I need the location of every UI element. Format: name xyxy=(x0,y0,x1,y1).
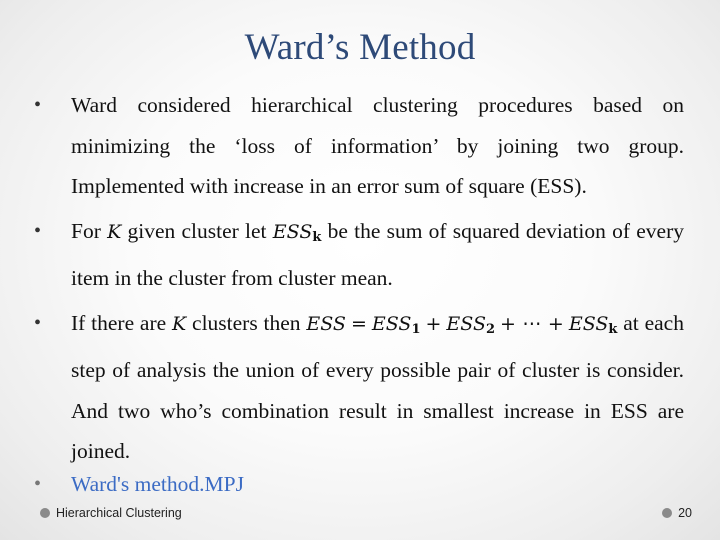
math-subscript: k xyxy=(312,229,322,245)
footer-section-label xyxy=(40,506,182,520)
formula-lhs: ESS xyxy=(306,312,346,335)
bullet-link xyxy=(34,467,720,501)
footer-section-text: Hierarchical Clustering xyxy=(56,506,182,520)
math-ess: ESS xyxy=(272,220,313,243)
footer-dot-icon xyxy=(40,508,50,518)
formula-equals: = xyxy=(350,312,367,335)
slide-title: Ward’s Method xyxy=(244,27,476,68)
bullet-text-pre: If there are xyxy=(71,310,172,335)
bullet-ward-definition xyxy=(34,85,684,207)
bullet-marker: • xyxy=(34,311,42,334)
math-ess-k xyxy=(273,221,322,243)
bullet-ess-k-definition xyxy=(34,211,684,299)
formula-sub-2: 2 xyxy=(485,321,496,337)
page-number: 20 xyxy=(678,506,692,520)
bullet-text-mid: clusters then xyxy=(186,310,307,335)
footer-dot-icon xyxy=(662,508,672,518)
formula-sub-k: k xyxy=(608,321,618,337)
bullet-text: Ward considered hierarchical clustering procedures based on minimizing the ‘loss of information’ by joining two group. Implemented with increase in an error sum of square (ESS). xyxy=(71,93,684,198)
bullet-marker: • xyxy=(34,94,42,116)
math-k: K xyxy=(107,220,122,243)
ess-formula xyxy=(306,313,617,335)
bullet-text-pre: For xyxy=(71,218,108,243)
math-k: K xyxy=(172,312,187,335)
footer-page-number xyxy=(662,506,692,520)
bullet-list xyxy=(34,85,684,476)
bullet-text-post: at each step of analysis the union of every possible pair of cluster is consider. And two who’s combination result in smallest increase in ESS are joined. xyxy=(71,310,684,463)
bullet-ess-total xyxy=(34,303,684,472)
formula-plus: + xyxy=(425,312,442,335)
wards-method-file-link[interactable]: Ward's method.MPJ xyxy=(71,472,244,496)
bullet-text-mid: given cluster let xyxy=(121,218,273,243)
bullet-marker: • xyxy=(34,473,42,495)
formula-ellipsis: + ⋯ + xyxy=(500,312,564,335)
formula-term-k: ESS xyxy=(568,312,609,335)
formula-term-2: ESS xyxy=(446,312,486,335)
bullet-text-post: be the sum of squared deviation of every item in the cluster from cluster mean. xyxy=(71,218,684,290)
bullet-marker: • xyxy=(34,219,42,242)
formula-sub-1: 1 xyxy=(411,321,421,337)
formula-term-1: ESS xyxy=(371,312,412,335)
